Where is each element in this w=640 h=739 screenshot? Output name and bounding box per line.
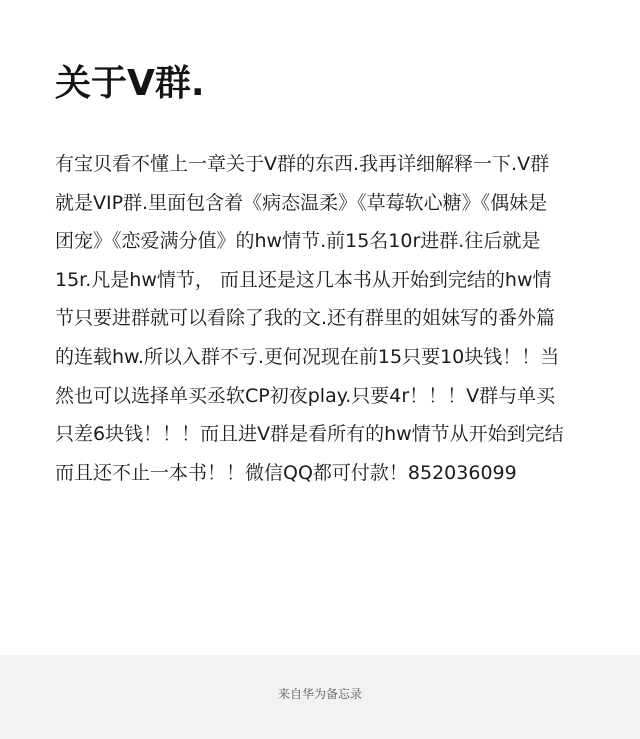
note-line: 然也可以选择单买丞软CP初夜play.只要4r！！！V群与单买 <box>55 384 556 407</box>
note-line: 15r.凡是hw情节， 而且还是这几本书从开始到完结的hw情 <box>55 268 552 291</box>
note-line: 团宠》《恋爱满分值》的hw情节.前15名10r进群.往后就是 <box>55 230 541 253</box>
note-line: 只差6块钱！！！而且进V群是看所有的hw情节从开始到完结 <box>55 423 564 446</box>
note-line: 就是VIP群.里面包含着《病态温柔》《草莓软心糖》《偶妹是 <box>55 191 548 214</box>
note-line: 的连载hw.所以入群不亏.更何况现在前15只要10块钱！！当 <box>55 345 560 368</box>
note-line: 有宝贝看不懂上一章关于V群的东西.我再详细解释一下.V群 <box>55 153 550 175</box>
source-label: 来自华为备忘录 <box>277 687 362 701</box>
note-body <box>55 145 615 492</box>
note-line: 而且还不止一本书！！微信QQ都可付款！852036099 <box>55 461 517 484</box>
note-title: 关于V群. <box>55 63 205 104</box>
footer <box>0 655 640 739</box>
note-line: 节只要进群就可以看除了我的文.还有群里的姐妹写的番外篇 <box>55 307 556 330</box>
